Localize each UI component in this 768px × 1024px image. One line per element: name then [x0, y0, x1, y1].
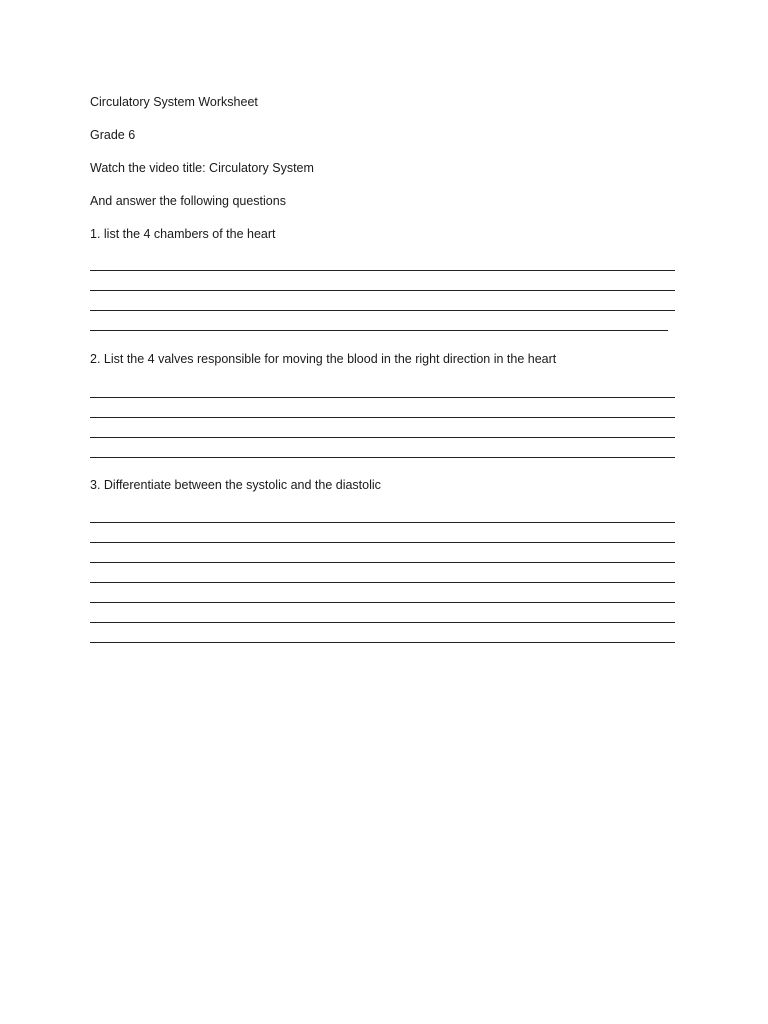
answer-line[interactable] — [90, 290, 675, 291]
worksheet-title: Circulatory System Worksheet — [90, 95, 258, 109]
answer-line[interactable] — [90, 542, 675, 543]
answer-line[interactable] — [90, 270, 675, 271]
answer-line[interactable] — [90, 522, 675, 523]
grade-label: Grade 6 — [90, 128, 136, 142]
question-1-text: 1. list the 4 chambers of the heart — [90, 227, 276, 241]
answer-line[interactable] — [90, 330, 668, 331]
question-2-text: 2. List the 4 valves responsible for moving the blood in the right direction in the heart — [90, 352, 557, 366]
answer-instruction: And answer the following questions — [90, 194, 286, 208]
answer-line[interactable] — [90, 457, 675, 458]
answer-line[interactable] — [90, 310, 675, 311]
answer-line[interactable] — [90, 582, 675, 583]
answer-line[interactable] — [90, 437, 675, 438]
answer-line[interactable] — [90, 397, 675, 398]
answer-line[interactable] — [90, 642, 675, 643]
answer-line[interactable] — [90, 562, 675, 563]
question-3-text: 3. Differentiate between the systolic and the diastolic — [90, 478, 381, 492]
answer-line[interactable] — [90, 417, 675, 418]
video-instruction: Watch the video title: Circulatory System — [90, 161, 314, 175]
answer-line[interactable] — [90, 622, 675, 623]
answer-line[interactable] — [90, 602, 675, 603]
